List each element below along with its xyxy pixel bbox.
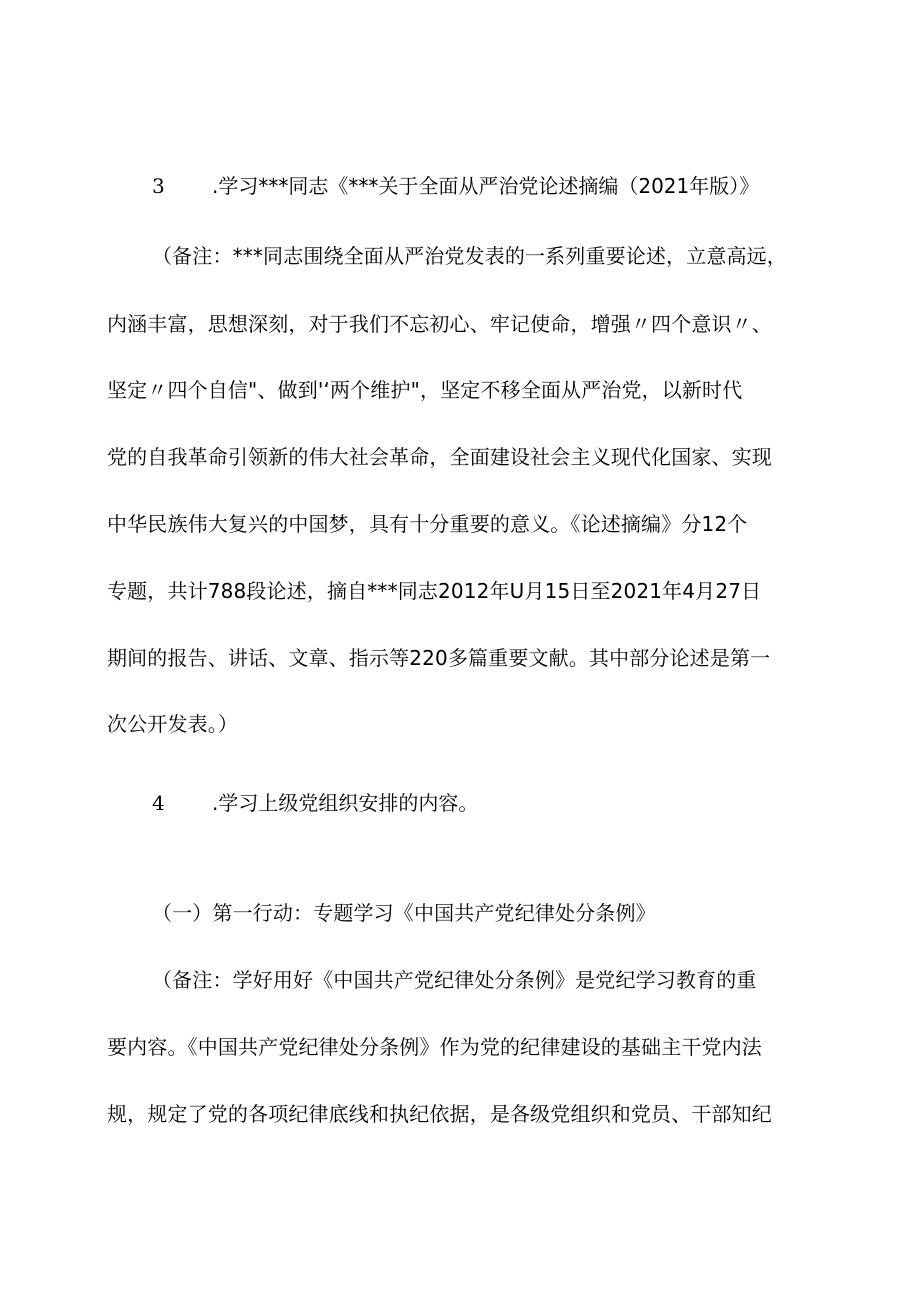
section-1-note-line-2: 要内容。《中国共产党纪律处分条例》作为党的纪律建设的基础主干党内法 xyxy=(107,1035,762,1059)
item-3-note-line-6: 专题，共计788段论述，摘自***同志2012年U月15日至2021年4月27日 xyxy=(107,579,762,603)
item-3-number: 3 xyxy=(152,174,165,198)
item-3-note-line-1: （备注：***同志围绕全面从严治党发表的一系列重要论述，立意高远， xyxy=(152,244,787,268)
item-3-note-line-5: 中华民族伟大复兴的中国梦，具有十分重要的意义。《论述摘编》分12个 xyxy=(107,512,748,536)
item-3-note-line-4: 党的自我革命引领新的伟大社会革命，全面建设社会主义现代化国家、实现 xyxy=(107,445,772,469)
item-3-note-line-8: 次公开发表。） xyxy=(107,712,239,736)
section-1-note-line-3: 规，规定了党的各项纪律底线和执纪依据，是各级党组织和党员、干部知纪 xyxy=(107,1102,772,1126)
item-3-note-line-7: 期间的报告、讲话、文章、指示等220多篇重要文献。其中部分论述是第一 xyxy=(107,646,771,670)
item-4-number: 4 xyxy=(152,791,165,815)
section-1-note-line-1: （备注：学好用好《中国共产党纪律处分条例》是党纪学习教育的重 xyxy=(152,968,757,992)
item-3-note-line-3: 坚定〃四个自信"、做到'‘两个维护"，坚定不移全面从严治党，以新时代 xyxy=(107,378,743,402)
item-3-title: .学习***同志《***关于全面从严治党论述摘编（2021年版）》 xyxy=(212,174,760,198)
item-4-title: .学习上级党组织安排的内容。 xyxy=(212,791,479,815)
item-3-note-line-2: 内涵丰富，思想深刻，对于我们不忘初心、牢记使命，增强〃四个意识〃、 xyxy=(107,312,772,336)
section-1-heading: （一）第一行动：专题学习《中国共产党纪律处分条例》 xyxy=(152,901,656,925)
